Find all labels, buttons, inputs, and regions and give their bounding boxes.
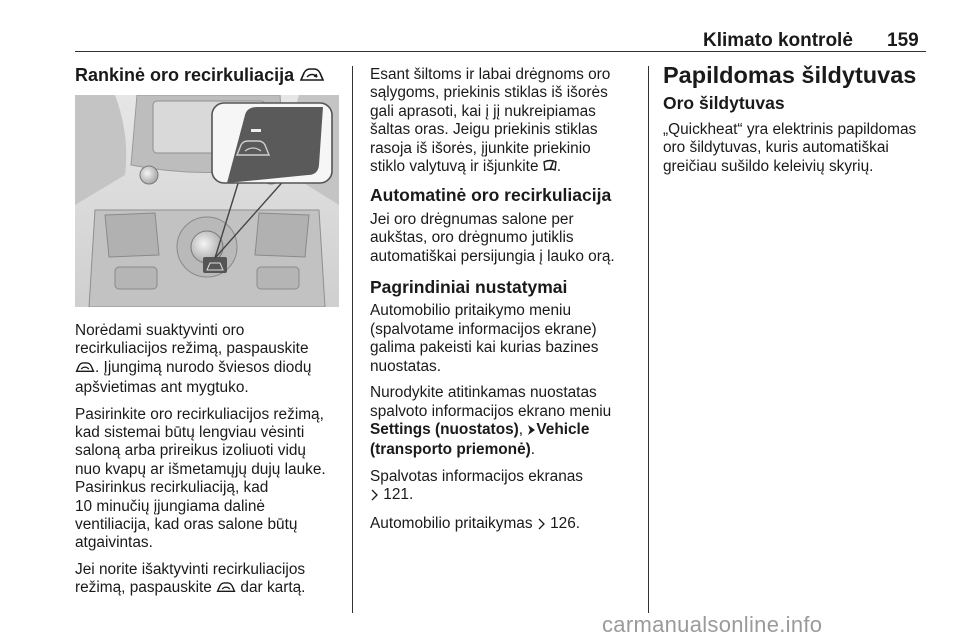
text-line: Pasirinkite oro recirkuliacijos režimą, (75, 405, 324, 423)
recirculation-icon (216, 581, 236, 599)
paragraph-color-display-ref (370, 468, 645, 507)
text-line: oro šildytuvas, kuris automatiškai (663, 139, 889, 157)
column-divider-left (352, 66, 353, 613)
text-line: automatiškai persijungia į lauko orą. (370, 247, 615, 265)
menu-item-vehicle-translation: (transporto priemonė) (370, 441, 531, 459)
text-line: Pasirinkus recirkuliaciją, kad (75, 479, 269, 497)
text-line: 10 minučių įjungiama dalinė (75, 497, 265, 515)
paragraph-quickheat (663, 121, 953, 176)
paragraph-deactivate (75, 561, 350, 600)
menu-item-vehicle: Vehicle (536, 420, 590, 438)
page-reference-icon (537, 517, 546, 535)
paragraph-auto-recirculation (370, 211, 645, 266)
text-line: . Įjungimą nurodo šviesos diodų (95, 358, 312, 376)
paragraph-fogging: Esant šiltoms ir labai drėgnoms oro sąlygoms, priekinis stiklas iš išorės gali aprasoti, kai į jį nukreipiamas šaltas oras. Jeigu priekinis stiklas rasoja iš išorės, įjunkite priekinio stiklo valytuvą ir išjunkite . (370, 66, 645, 178)
heading-basic-settings: Pagrindiniai nustatymai (370, 277, 568, 298)
right-column (663, 62, 953, 184)
paragraph-vehicle-personalization-ref (370, 515, 645, 535)
watermark: carmanualsonline.info (602, 612, 823, 637)
text-line: spalvoto informacijos ekrano meniu (370, 402, 612, 420)
menu-item-settings: Settings (nuostatos) (370, 420, 519, 438)
text-line: greičiau sušildo keleivių skyrių. (663, 157, 874, 175)
heading-text: Rankinė oro recirkuliacija (75, 65, 295, 85)
column-divider-right (648, 66, 649, 613)
text-line: (spalvotame informacijos ekrane) (370, 320, 597, 338)
text-line: aukštas, oro drėgnumo jutiklis (370, 229, 574, 247)
section-heading-manual-recirculation (75, 66, 345, 86)
text-line: stiklo valytuvą ir išjunkite (370, 158, 539, 176)
recirculation-icon (299, 67, 325, 86)
text-line: atgaivintas. (75, 534, 153, 552)
text-line: dar kartą. (236, 579, 306, 597)
text-line: Automobilio pritaikymas (370, 514, 533, 532)
wiper-icon (543, 159, 557, 178)
heading-air-heater: Oro šildytuvas (663, 93, 785, 114)
paragraph-settings-path: Nurodykite atitinkamas nuostatas spalvoto informacijos ekrano meniu Settings (nuostatos), Vehicle (transporto priemonė). (370, 384, 612, 459)
page-reference: 126. (550, 514, 581, 532)
text-line: Jei norite išaktyvinti recirkuliacijos (75, 560, 306, 578)
page-reference-icon (370, 488, 379, 506)
text-line: nuo kvapų ar išmetamųjų dujų lauke. (75, 460, 326, 478)
left-column (75, 66, 345, 86)
text-line: saloną arba prireikus izoliuoti vidų (75, 442, 306, 460)
heading-automatic-recirculation: Automatinė oro recirkuliacija (370, 185, 612, 206)
header-rule (75, 51, 926, 52)
text-line: režimą, paspauskite (75, 579, 212, 597)
page-reference: 121. (383, 486, 414, 504)
text-line: Jei oro drėgnumas salone per (370, 210, 574, 228)
page-number: 159 (887, 30, 919, 51)
text-line: Automobilio pritaikymo meniu (370, 302, 572, 320)
page-header-title: Klimato kontrolė (703, 30, 853, 51)
text-line: nuostatas. (370, 357, 442, 375)
text-line: apšvietimas ant mygtuko. (75, 379, 249, 397)
text-line: Nurodykite atitinkamas nuostatas (370, 384, 597, 402)
heading-auxiliary-heater: Papildomas šildytuvas (663, 62, 917, 88)
text-line: šaltas oras. Jeigu priekinis stiklas (370, 121, 598, 139)
text-line: ventiliacija, kad oras salone būtų (75, 516, 298, 534)
recirculation-icon (75, 361, 95, 379)
text-line: Spalvotas informacijos ekranas (370, 467, 584, 485)
paragraph-activate (75, 322, 350, 398)
text-line: sąlygoms, priekinis stiklas iš išorės (370, 84, 608, 102)
console-illustration (75, 95, 339, 307)
paragraph-settings-menu (370, 302, 645, 376)
text-line: galima pakeisti kai kurias bazines (370, 339, 599, 357)
text-line: Norėdami suaktyvinti oro (75, 322, 245, 339)
text-line: Esant šiltoms ir labai drėgnoms oro (370, 66, 611, 83)
arrow-right-icon (527, 423, 536, 441)
text-line: „Quickheat“ yra elektrinis papildomas (663, 120, 917, 138)
text-line: gali aprasoti, kai į jį nukreipiamas (370, 102, 596, 120)
text-line: recirkuliacijos režimą, paspauskite (75, 340, 309, 358)
text-line: kad sistemai būtų lengviau vėsinti (75, 424, 305, 442)
paragraph-select-mode (75, 406, 350, 553)
middle-column (370, 66, 645, 543)
left-column-body (75, 322, 350, 608)
text-line: rasoja iš išorės, įjunkite priekinio (370, 139, 591, 157)
